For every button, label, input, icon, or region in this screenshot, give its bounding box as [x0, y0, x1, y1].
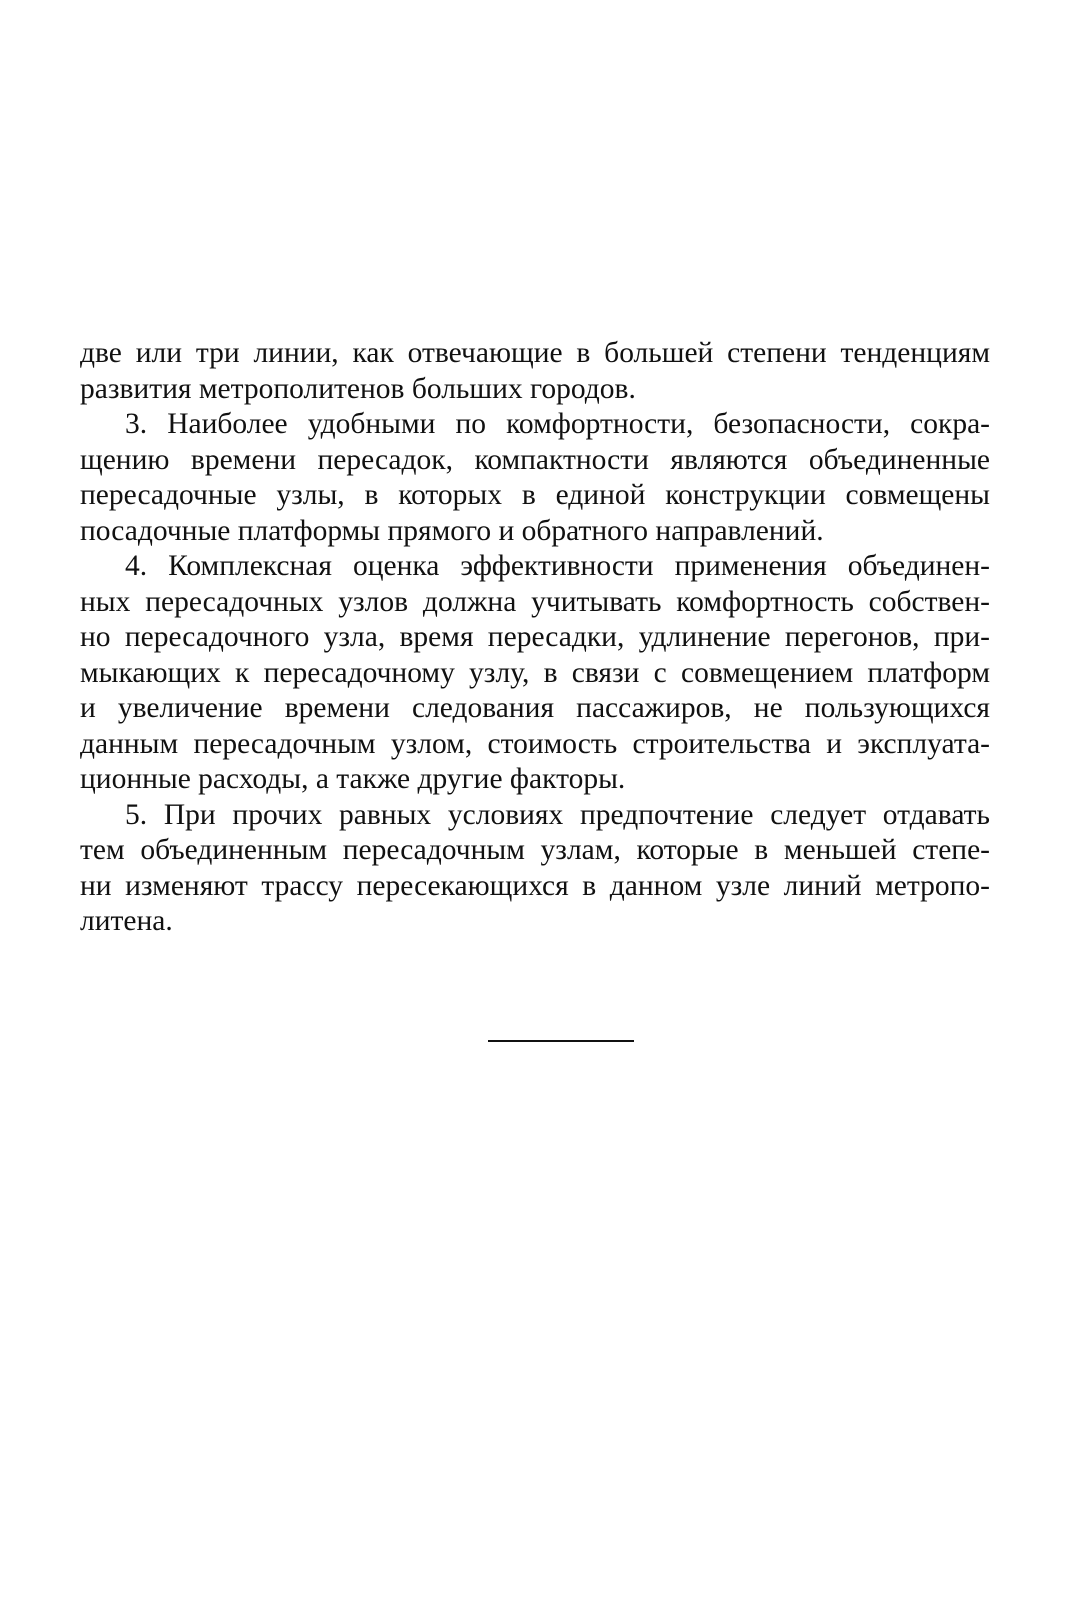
text-line: 5. При прочих равных условиях предпочтение следует отдавать	[125, 798, 990, 831]
paragraph-item-5	[80, 798, 990, 940]
section-end-rule	[488, 1040, 634, 1042]
text-line: ционные расходы, а также другие факторы.	[80, 763, 626, 795]
text-line: но пересадочного узла, время пересадки, удлинение перегонов, при-	[80, 621, 990, 653]
text-line: пересадочные узлы, в которых в единой конструкции совмещены	[80, 479, 990, 511]
paragraph-item-3	[80, 407, 990, 549]
text-line: ных пересадочных узлов должна учитывать комфортность собствен-	[80, 585, 990, 618]
text-line: щению времени пересадок, компактности являются объединенные	[80, 443, 990, 476]
text-line: две или три линии, как отвечающие в большей степени тенденциям	[80, 337, 990, 369]
text-line: и увеличение времени следования пассажиров, не пользующихся	[80, 692, 990, 724]
text-line: данным пересадочным узлом, стоимость строительства и эксплуата-	[80, 727, 990, 760]
text-line: 4. Комплексная оценка эффективности применения объединен-	[125, 550, 990, 582]
text-line: литена.	[80, 905, 173, 937]
text-line: развития метрополитенов больших городов.	[80, 372, 636, 405]
text-line: посадочные платформы прямого и обратного направлений.	[80, 514, 824, 547]
text-line: 3. Наиболее удобными по комфортности, безопасности, сокра-	[125, 408, 990, 440]
body-text	[80, 336, 990, 940]
paragraph-continuation	[80, 336, 990, 407]
paragraph-item-4	[80, 549, 990, 798]
text-line: мыкающих к пересадочному узлу, в связи с совмещением платформ	[80, 656, 990, 689]
text-line: ни изменяют трассу пересекающихся в данном узле линий метропо-	[80, 869, 990, 902]
text-line: тем объединенным пересадочным узлам, которые в меньшей степе-	[80, 834, 990, 866]
